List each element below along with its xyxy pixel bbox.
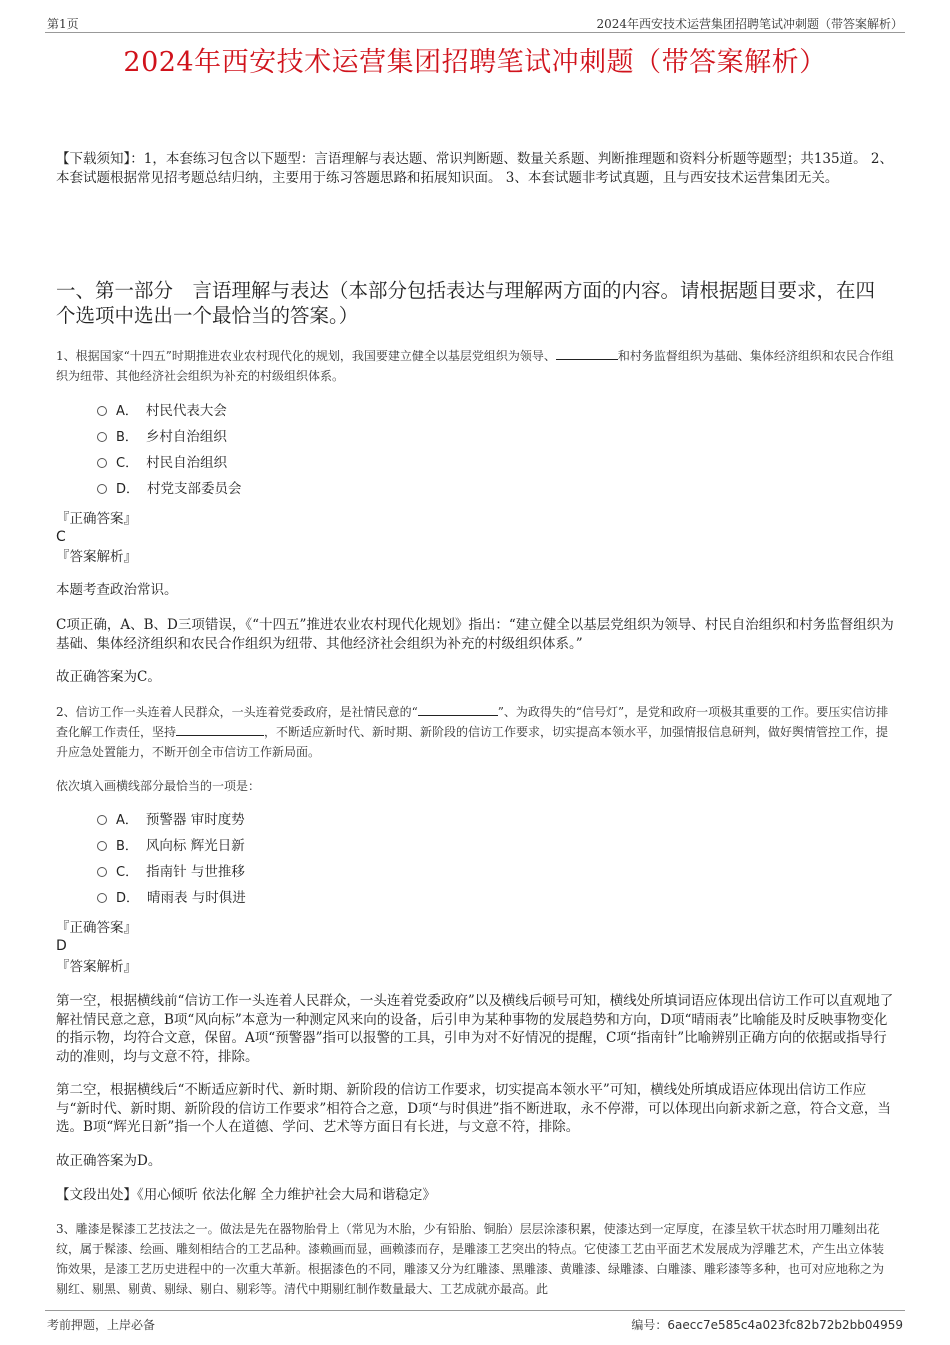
radio-icon[interactable]: [97, 458, 107, 468]
q1-text-before: 1、根据国家“十四五”时期推进农业农村现代化的规划，我国要建立健全以基层党组织为领导、: [56, 349, 556, 363]
q1-blank: [556, 347, 618, 360]
section-heading: 一、第一部分 言语理解与表达（本部分包括表达与理解两方面的内容。请根据题目要求，在四个选项中选出一个最恰当的答案。）: [56, 279, 876, 327]
q2-answer-label: 『正确答案』: [56, 920, 137, 936]
radio-icon[interactable]: [97, 841, 107, 851]
q2-analysis-label: 『答案解析』: [56, 959, 137, 975]
q1-option-c[interactable]: C． 村民自治组织: [97, 453, 227, 473]
q1-option-d[interactable]: D． 村党支部委员会: [97, 479, 242, 499]
q2-analysis-3: 故正确答案为D。: [56, 1153, 162, 1169]
footer-slogan: 考前押题，上岸必备: [47, 1318, 156, 1332]
radio-icon[interactable]: [97, 406, 107, 416]
q2-blank-1: [418, 703, 498, 716]
q1-text-after: 和村务监督组织为基础、集体经济组织和农民合作组织为纽带、其他经济社会组织为补充的村级组织体系。: [56, 349, 894, 383]
q1-analysis-3: 故正确答案为C。: [56, 669, 161, 685]
q1-analysis-1: 本题考查政治常识。: [56, 582, 178, 598]
radio-icon[interactable]: [97, 432, 107, 442]
radio-icon[interactable]: [97, 815, 107, 825]
radio-icon[interactable]: [97, 893, 107, 903]
q2-option-a[interactable]: A． 预警器 审时度势: [97, 810, 245, 830]
radio-icon[interactable]: [97, 867, 107, 877]
q1-analysis-label: 『答案解析』: [56, 549, 137, 565]
radio-icon[interactable]: [97, 484, 107, 494]
q2-option-c[interactable]: C． 指南针 与世推移: [97, 862, 245, 882]
q2-prompt: 依次填入画横线部分最恰当的一项是：: [56, 779, 261, 793]
q2-answer: D: [56, 938, 67, 954]
page-number: 第1页: [47, 17, 79, 31]
question-1: [56, 346, 894, 386]
q1-option-a[interactable]: A． 村民代表大会: [97, 401, 227, 421]
q1-analysis-2: C项正确，A、B、D三项错误，《“十四五”推进农业农村现代化规划》指出：“建立健全以基层党组织为领导、村民自治组织和村务监督组织为基础、集体经济组织和农民合作组织为纽带、其他经济社会组织为补充的村级组织体系。”: [56, 617, 894, 652]
q1-answer-label: 『正确答案』: [56, 511, 137, 527]
header-doc-title: 2024年西安技术运营集团招聘笔试冲刺题（带答案解析）: [596, 17, 903, 31]
q2-option-d[interactable]: D． 晴雨表 与时俱进: [97, 888, 246, 908]
q2-source: 【文段出处】《用心倾听 依法化解 全力维护社会大局和谐稳定》: [56, 1187, 436, 1203]
page-footer: [45, 1310, 905, 1333]
footer-code: 编号：6aecc7e585c4a023fc82b72b2bb04959: [631, 1318, 903, 1332]
q2-blank-2: [176, 723, 264, 736]
q2-analysis-1: 第一空，根据横线前“信访工作一头连着人民群众，一头连着党委政府”以及横线后顿号可知，横线处所填词语应体现出信访工作可以直观地了解社情民意之意，B项“风向标”本意为一种测定风来向的设备，后引申为某种事物的发展趋势和方向，D项“晴雨表”比喻能及时反映事物变化的指示物，均符合文意，保留。A项“预警器”指可以报警的工具，引申为对不好情况的提醒，C项“指南针”比喻辨别正确方向的依据或指导行动的准则，均与文意不符，排除。: [56, 993, 894, 1065]
download-notice: 【下载须知】：1，本套练习包含以下题型：言语理解与表达题、常识判断题、数量关系题、判断推理题和资料分析题等题型；共135道。 2、本套试题根据常见招考题总结归纳，主要用于练习答题思路和拓展知识面。 3、本套试题非考试真题，且与西安技术运营集团无关。: [56, 151, 893, 186]
q2-analysis-2: 第二空，根据横线后“不断适应新时代、新时期、新阶段的信访工作要求，切实提高本领水平”可知，横线处所填成语应体现出信访工作应与“新时代、新时期、新阶段的信访工作要求”相符合之意，D项“与时俱进”指不断进取，永不停滞，可以体现出向新求新之意，符合文意，当选。B项“辉光日新”指一个人在道德、学问、艺术等方面日有长进，与文意不符，排除。: [56, 1082, 891, 1135]
question-2: 2、信访工作一头连着人民群众，一头连着党委政府，是社情民意的“ ”、为政得失的“信号灯”，是党和政府一项极其重要的工作。要压实信访排查化解工作责任，坚持 ，不断适应新时代、新时期、新阶段的信访工作要求，切实提高本领水平，加强情报信息研判，做好舆情管控工作，提升应急处置能力，不断开创全市信访工作新局面。: [56, 705, 889, 759]
question-3: 3、雕漆是髹漆工艺技法之一。做法是先在器物胎骨上（常见为木胎，少有铅胎、铜胎）层层涂漆积累，使漆达到一定厚度，在漆呈软干状态时用刀雕刻出花纹，属于髹漆、绘画、雕刻相结合的工艺品种。漆赖画而显，画赖漆而存，是雕漆工艺突出的特点。它使漆工艺由平面艺术发展成为浮雕艺术，产生出立体装饰效果，是漆工艺历史进程中的一次重大革新。根据漆色的不同，雕漆又分为红雕漆、黑雕漆、黄雕漆、绿雕漆、白雕漆、雕彩漆等多种，也可对应地称之为剔红、剔黑、剔黄、剔绿、剔白、剔彩等。清代中期剔红制作数量最大、工艺成就亦最高。此: [56, 1222, 885, 1296]
q1-answer: C: [56, 529, 66, 545]
document-title: 2024年西安技术运营集团招聘笔试冲刺题（带答案解析）: [123, 47, 827, 78]
q2-option-b[interactable]: B． 风向标 辉光日新: [97, 836, 245, 856]
q1-option-b[interactable]: B． 乡村自治组织: [97, 427, 227, 447]
page-header: [45, 14, 905, 33]
